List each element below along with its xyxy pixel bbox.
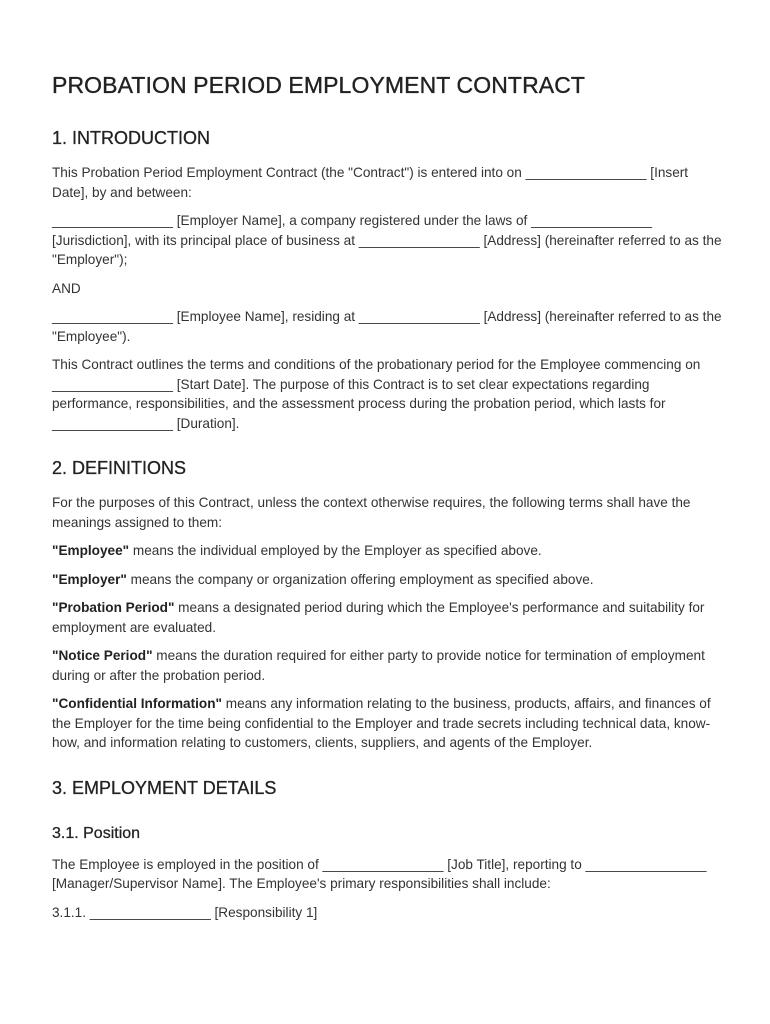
section-heading-introduction: 1. INTRODUCTION [52, 128, 211, 148]
definition-text: means the individual employed by the Employer as specified above. [129, 543, 542, 558]
definition-item [52, 694, 728, 753]
definition-term: "Probation Period" [52, 600, 175, 615]
responsibility-item: 3.1.1. ________________ [Responsibility 1] [52, 904, 318, 920]
definition-text: means a designated period during which the Employee's performance and suitability for employment are evaluated. [52, 600, 705, 635]
definition-term: "Notice Period" [52, 648, 153, 663]
definition-item [52, 598, 728, 637]
definition-item [52, 646, 728, 685]
subsection-heading-position: 3.1. Position [52, 824, 141, 842]
definition-text: means any information relating to the business, products, affairs, and finances of the Employer for the time being confidential to the Employer and trade secrets including technical data, know-how, and information relating to customers, clients, suppliers, and agents of the Employer. [52, 696, 711, 750]
definition-term: "Employee" [52, 543, 130, 558]
intro-paragraph-2: ________________ [Employer Name], a company registered under the laws of ________________ [Jurisdiction], with its principal place of business at ________________ [Address] (hereinafter referred to as the "Employer"); [52, 213, 722, 267]
position-paragraph: The Employee is employed in the position of ________________ [Job Title], reporting to ________________ [Manager/Supervisor Name]. The Employee's primary responsibilities shall include: [52, 856, 707, 891]
definition-term: "Confidential Information" [52, 696, 222, 711]
document-page [52, 70, 728, 922]
intro-paragraph-and: AND [52, 280, 81, 296]
definition-item [52, 541, 728, 561]
definition-text: means the company or organization offering employment as specified above. [126, 571, 594, 587]
definition-item [52, 570, 728, 590]
definition-text: means the duration required for either party to provide notice for termination of employment during or after the probation period. [52, 648, 705, 683]
intro-paragraph-5: This Contract outlines the terms and conditions of the probationary period for the Employee commencing on ________________ [Start Date]. The purpose of this Contract is to set clear expectations regarding performance, responsibilities, and the assessment process during the probation period, which lasts for ________________ [Duration]. [52, 357, 701, 431]
section-heading-definitions: 2. DEFINITIONS [52, 458, 187, 478]
definition-term: "Employer" [52, 571, 127, 587]
definitions-intro: For the purposes of this Contract, unless the context otherwise requires, the following terms shall have the meanings assigned to them: [52, 495, 691, 530]
intro-paragraph-4: ________________ [Employee Name], residing at ________________ [Address] (hereinafter referred to as the "Employee"). [52, 309, 722, 344]
intro-paragraph-1: This Probation Period Employment Contract (the "Contract") is entered into on ________________ [Insert Date], by and between: [52, 165, 689, 200]
section-heading-employment-details: 3. EMPLOYMENT DETAILS [52, 777, 277, 798]
document-title: PROBATION PERIOD EMPLOYMENT CONTRACT [52, 72, 586, 98]
